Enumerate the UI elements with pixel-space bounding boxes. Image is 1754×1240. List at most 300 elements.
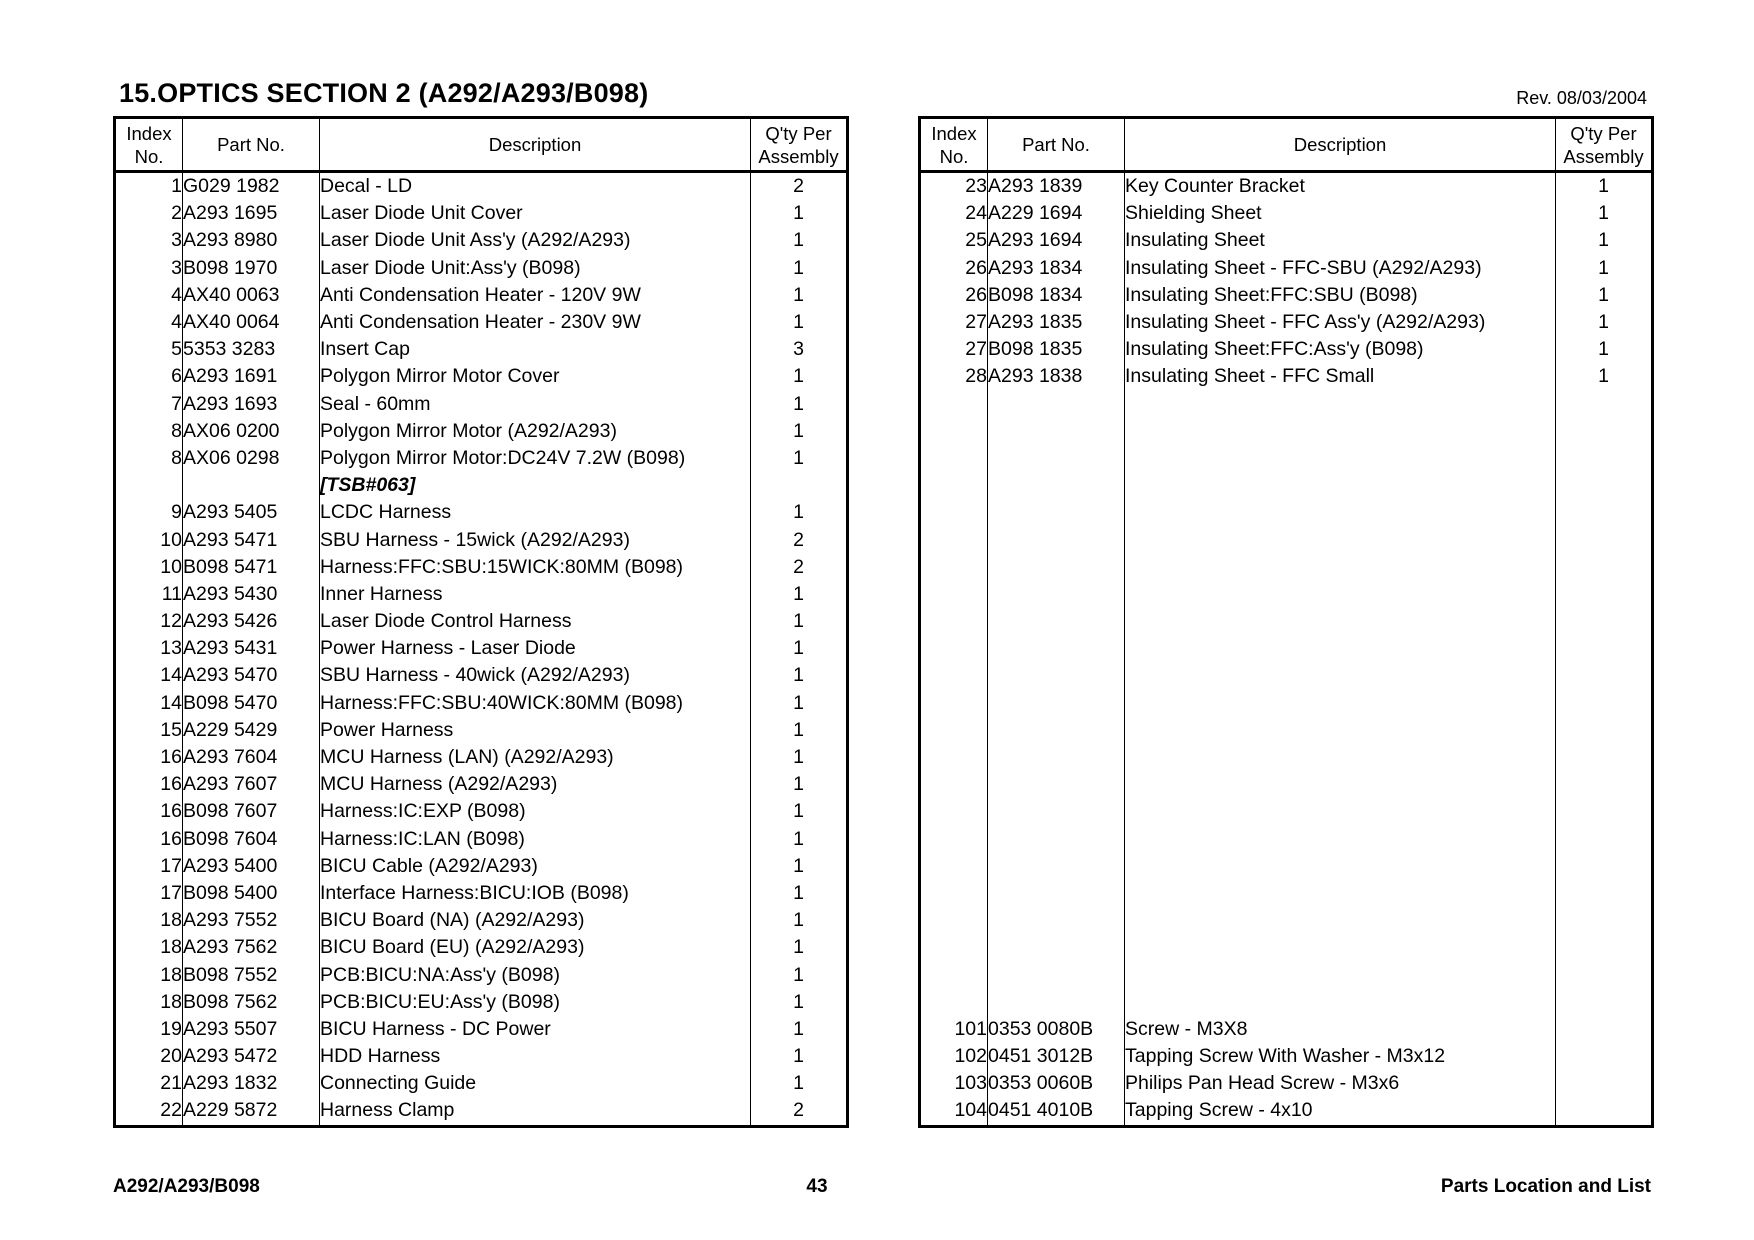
part-number-cell <box>988 499 1125 526</box>
quantity-cell: 1 <box>751 499 848 526</box>
description-cell <box>1125 744 1556 771</box>
quantity-cell: 2 <box>751 526 848 553</box>
table-row <box>920 1016 1653 1043</box>
quantity-cell <box>751 472 848 499</box>
part-number-cell: A293 7552 <box>183 907 320 934</box>
part-number-cell <box>988 690 1125 717</box>
table-row <box>115 798 848 825</box>
description-cell: Polygon Mirror Motor Cover <box>320 363 751 390</box>
description-cell: Harness:FFC:SBU:40WICK:80MM (B098) <box>320 690 751 717</box>
table-row <box>920 255 1653 282</box>
quantity-cell: 1 <box>1556 336 1653 363</box>
table-row <box>115 554 848 581</box>
part-number-cell <box>988 662 1125 689</box>
quantity-cell: 1 <box>751 771 848 798</box>
part-number-cell <box>988 961 1125 988</box>
description-cell <box>1125 526 1556 553</box>
index-cell <box>920 499 988 526</box>
part-number-cell: A293 7607 <box>183 771 320 798</box>
quantity-cell <box>1556 826 1653 853</box>
description-cell: Insert Cap <box>320 336 751 363</box>
description-cell: MCU Harness (LAN) (A292/A293) <box>320 744 751 771</box>
description-cell: Insulating Sheet - FFC Small <box>1125 363 1556 390</box>
index-cell: 12 <box>115 608 183 635</box>
description-cell: Insulating Sheet:FFC:SBU (B098) <box>1125 282 1556 309</box>
index-cell: 18 <box>115 907 183 934</box>
index-cell <box>920 880 988 907</box>
index-cell: 11 <box>115 581 183 608</box>
table-row <box>115 690 848 717</box>
table-row <box>920 690 1653 717</box>
col-header-index: Index No. <box>115 118 183 172</box>
description-cell: Laser Diode Unit Cover <box>320 200 751 227</box>
index-cell: 21 <box>115 1070 183 1097</box>
description-cell <box>1125 853 1556 880</box>
revision-date: Rev. 08/03/2004 <box>1516 88 1647 108</box>
quantity-cell: 1 <box>751 1070 848 1097</box>
index-cell: 24 <box>920 200 988 227</box>
part-number-cell: A293 1694 <box>988 227 1125 254</box>
table-row <box>115 499 848 526</box>
description-cell: Tapping Screw With Washer - M3x12 <box>1125 1043 1556 1070</box>
description-cell: Harness:FFC:SBU:15WICK:80MM (B098) <box>320 554 751 581</box>
index-cell: 26 <box>920 282 988 309</box>
part-number-cell <box>988 445 1125 472</box>
part-number-cell: A229 5872 <box>183 1097 320 1126</box>
quantity-cell: 1 <box>751 989 848 1016</box>
description-cell: Anti Condensation Heater - 120V 9W <box>320 282 751 309</box>
description-cell: Decal - LD <box>320 172 751 201</box>
table-row <box>920 826 1653 853</box>
quantity-cell <box>1556 1070 1653 1097</box>
quantity-cell: 1 <box>751 608 848 635</box>
table-row <box>920 1070 1653 1097</box>
quantity-cell: 1 <box>751 961 848 988</box>
description-cell: MCU Harness (A292/A293) <box>320 771 751 798</box>
part-number-cell: 0451 4010B <box>988 1097 1125 1126</box>
table-row <box>115 1043 848 1070</box>
table-row <box>920 989 1653 1016</box>
part-number-cell <box>988 744 1125 771</box>
table-row <box>920 907 1653 934</box>
table-row <box>115 717 848 744</box>
quantity-cell <box>1556 717 1653 744</box>
table-row <box>115 853 848 880</box>
quantity-cell <box>1556 961 1653 988</box>
part-number-cell: A293 7562 <box>183 934 320 961</box>
part-number-cell <box>988 554 1125 581</box>
table-row <box>115 635 848 662</box>
part-number-cell <box>988 472 1125 499</box>
parts-table-right <box>918 116 1654 1128</box>
page-title: 15.OPTICS SECTION 2 (A292/A293/B098) <box>119 78 649 108</box>
description-cell: Insulating Sheet - FFC-SBU (A292/A293) <box>1125 255 1556 282</box>
description-cell: Seal - 60mm <box>320 391 751 418</box>
description-cell: Power Harness <box>320 717 751 744</box>
description-cell: Harness:IC:LAN (B098) <box>320 826 751 853</box>
table-row <box>115 336 848 363</box>
quantity-cell <box>1556 472 1653 499</box>
quantity-cell <box>1556 581 1653 608</box>
table-row <box>115 472 848 499</box>
part-number-cell: B098 7607 <box>183 798 320 825</box>
quantity-cell: 1 <box>751 282 848 309</box>
table-row <box>920 635 1653 662</box>
part-number-cell: 0353 0080B <box>988 1016 1125 1043</box>
quantity-cell <box>1556 771 1653 798</box>
index-cell: 17 <box>115 853 183 880</box>
index-cell <box>920 526 988 553</box>
part-number-cell: AX06 0298 <box>183 445 320 472</box>
part-number-cell: A293 1834 <box>988 255 1125 282</box>
part-number-cell: G029 1982 <box>183 172 320 201</box>
table-row <box>920 200 1653 227</box>
quantity-cell: 2 <box>751 554 848 581</box>
quantity-cell: 1 <box>1556 282 1653 309</box>
table-row <box>920 717 1653 744</box>
quantity-cell: 1 <box>751 391 848 418</box>
quantity-cell <box>1556 445 1653 472</box>
table-row <box>920 880 1653 907</box>
table-row <box>115 200 848 227</box>
part-number-cell <box>988 391 1125 418</box>
part-number-cell: B098 7604 <box>183 826 320 853</box>
table-row <box>115 255 848 282</box>
description-cell: Polygon Mirror Motor (A292/A293) <box>320 418 751 445</box>
index-cell: 16 <box>115 826 183 853</box>
parts-table-left-body <box>115 172 848 1127</box>
index-cell: 2 <box>115 200 183 227</box>
table-row <box>920 363 1653 390</box>
table-row <box>920 608 1653 635</box>
part-number-cell: A293 8980 <box>183 227 320 254</box>
index-cell <box>920 690 988 717</box>
description-cell: BICU Cable (A292/A293) <box>320 853 751 880</box>
part-number-cell <box>183 472 320 499</box>
quantity-cell: 1 <box>1556 172 1653 201</box>
index-cell: 16 <box>115 798 183 825</box>
col-header-qty: Q'ty Per Assembly <box>1556 118 1653 172</box>
quantity-cell: 2 <box>751 1097 848 1126</box>
table-row <box>920 662 1653 689</box>
table-row <box>920 961 1653 988</box>
quantity-cell <box>1556 1016 1653 1043</box>
part-number-cell: A293 5431 <box>183 635 320 662</box>
table-row <box>920 934 1653 961</box>
part-number-cell: A293 1839 <box>988 172 1125 201</box>
description-cell <box>1125 798 1556 825</box>
quantity-cell: 1 <box>751 418 848 445</box>
description-cell: Power Harness - Laser Diode <box>320 635 751 662</box>
index-cell <box>920 581 988 608</box>
col-header-description: Description <box>320 118 751 172</box>
col-header-part-no: Part No. <box>183 118 320 172</box>
table-row <box>920 744 1653 771</box>
table-row <box>920 853 1653 880</box>
quantity-cell <box>1556 635 1653 662</box>
part-number-cell <box>988 635 1125 662</box>
part-number-cell <box>988 798 1125 825</box>
table-row <box>115 608 848 635</box>
description-cell: Harness Clamp <box>320 1097 751 1126</box>
table-row <box>920 472 1653 499</box>
col-header-part-no: Part No. <box>988 118 1125 172</box>
footer-section-name: Parts Location and List <box>1440 1176 1651 1197</box>
table-row <box>115 961 848 988</box>
index-cell: 1 <box>115 172 183 201</box>
part-number-cell <box>988 526 1125 553</box>
description-cell: Inner Harness <box>320 581 751 608</box>
index-cell: 19 <box>115 1016 183 1043</box>
table-row <box>920 309 1653 336</box>
part-number-cell: A229 1694 <box>988 200 1125 227</box>
index-cell <box>920 771 988 798</box>
table-row <box>920 526 1653 553</box>
index-cell <box>920 662 988 689</box>
quantity-cell: 1 <box>751 200 848 227</box>
part-number-cell: A293 1832 <box>183 1070 320 1097</box>
description-cell <box>1125 717 1556 744</box>
index-cell: 26 <box>920 255 988 282</box>
quantity-cell: 1 <box>751 581 848 608</box>
parts-table-left <box>113 116 849 1128</box>
footer-page-number: 43 <box>806 1176 828 1197</box>
quantity-cell <box>1556 499 1653 526</box>
description-cell <box>1125 581 1556 608</box>
index-cell: 4 <box>115 282 183 309</box>
index-cell: 10 <box>115 526 183 553</box>
part-number-cell: B098 1835 <box>988 336 1125 363</box>
index-cell: 3 <box>115 227 183 254</box>
table-row <box>920 418 1653 445</box>
quantity-cell <box>1556 1043 1653 1070</box>
index-cell <box>920 717 988 744</box>
quantity-cell: 1 <box>751 662 848 689</box>
quantity-cell: 1 <box>751 635 848 662</box>
part-number-cell: B098 5400 <box>183 880 320 907</box>
quantity-cell: 3 <box>751 336 848 363</box>
part-number-cell: A293 5507 <box>183 1016 320 1043</box>
table-row <box>115 1016 848 1043</box>
quantity-cell: 1 <box>751 717 848 744</box>
index-cell <box>920 554 988 581</box>
table-row <box>920 172 1653 201</box>
description-cell <box>1125 880 1556 907</box>
index-cell: 16 <box>115 771 183 798</box>
footer-model: A292/A293/B098 <box>113 1176 260 1197</box>
quantity-cell: 1 <box>751 853 848 880</box>
table-row <box>920 581 1653 608</box>
quantity-cell <box>1556 880 1653 907</box>
part-number-cell <box>988 581 1125 608</box>
part-number-cell: B098 7552 <box>183 961 320 988</box>
part-number-cell: B098 7562 <box>183 989 320 1016</box>
index-cell: 14 <box>115 690 183 717</box>
description-cell: PCB:BICU:NA:Ass'y (B098) <box>320 961 751 988</box>
index-cell <box>920 907 988 934</box>
quantity-cell <box>1556 744 1653 771</box>
index-cell: 13 <box>115 635 183 662</box>
index-cell: 9 <box>115 499 183 526</box>
description-cell <box>1125 961 1556 988</box>
quantity-cell: 1 <box>1556 255 1653 282</box>
quantity-cell: 1 <box>751 907 848 934</box>
part-number-cell: A293 1835 <box>988 309 1125 336</box>
table-row <box>115 934 848 961</box>
description-cell: PCB:BICU:EU:Ass'y (B098) <box>320 989 751 1016</box>
description-cell: Key Counter Bracket <box>1125 172 1556 201</box>
description-cell <box>1125 690 1556 717</box>
description-cell <box>1125 499 1556 526</box>
description-cell: Insulating Sheet:FFC:Ass'y (B098) <box>1125 336 1556 363</box>
part-number-cell: A293 5470 <box>183 662 320 689</box>
table-row <box>920 798 1653 825</box>
index-cell: 15 <box>115 717 183 744</box>
parts-table-right-body <box>920 172 1653 1127</box>
table-row <box>115 1097 848 1126</box>
description-cell <box>1125 934 1556 961</box>
description-cell <box>1125 771 1556 798</box>
description-cell: SBU Harness - 40wick (A292/A293) <box>320 662 751 689</box>
description-cell: Philips Pan Head Screw - M3x6 <box>1125 1070 1556 1097</box>
part-number-cell <box>988 880 1125 907</box>
index-cell <box>920 608 988 635</box>
part-number-cell: 0353 0060B <box>988 1070 1125 1097</box>
part-number-cell: A293 5472 <box>183 1043 320 1070</box>
part-number-cell: A293 1695 <box>183 200 320 227</box>
table-row <box>920 227 1653 254</box>
quantity-cell: 1 <box>751 1043 848 1070</box>
table-row <box>920 282 1653 309</box>
index-cell: 16 <box>115 744 183 771</box>
description-cell <box>1125 989 1556 1016</box>
quantity-cell <box>1556 853 1653 880</box>
table-row <box>920 499 1653 526</box>
index-cell <box>920 418 988 445</box>
index-cell <box>920 934 988 961</box>
part-number-cell: A293 5400 <box>183 853 320 880</box>
table-row <box>115 391 848 418</box>
index-cell: 7 <box>115 391 183 418</box>
quantity-cell <box>1556 989 1653 1016</box>
index-cell: 14 <box>115 662 183 689</box>
description-cell: Interface Harness:BICU:IOB (B098) <box>320 880 751 907</box>
part-number-cell <box>988 989 1125 1016</box>
index-cell <box>920 635 988 662</box>
quantity-cell: 1 <box>751 826 848 853</box>
part-number-cell: AX40 0064 <box>183 309 320 336</box>
quantity-cell <box>1556 554 1653 581</box>
index-cell: 22 <box>115 1097 183 1126</box>
part-number-cell <box>988 934 1125 961</box>
quantity-cell: 1 <box>751 880 848 907</box>
index-cell <box>920 853 988 880</box>
table-row <box>115 363 848 390</box>
part-number-cell <box>988 771 1125 798</box>
table-row <box>115 581 848 608</box>
table-row <box>920 336 1653 363</box>
table-row <box>920 445 1653 472</box>
description-cell: Screw - M3X8 <box>1125 1016 1556 1043</box>
index-cell: 18 <box>115 989 183 1016</box>
part-number-cell: A293 5405 <box>183 499 320 526</box>
part-number-cell: 5353 3283 <box>183 336 320 363</box>
index-cell <box>920 961 988 988</box>
index-cell: 5 <box>115 336 183 363</box>
quantity-cell: 1 <box>751 934 848 961</box>
description-cell <box>1125 635 1556 662</box>
part-number-cell: A293 1691 <box>183 363 320 390</box>
table-row <box>920 771 1653 798</box>
description-cell: Anti Condensation Heater - 230V 9W <box>320 309 751 336</box>
quantity-cell <box>1556 608 1653 635</box>
table-row <box>115 309 848 336</box>
quantity-cell: 1 <box>1556 309 1653 336</box>
table-row <box>115 282 848 309</box>
description-cell: LCDC Harness <box>320 499 751 526</box>
table-row <box>115 172 848 201</box>
part-number-cell <box>988 418 1125 445</box>
quantity-cell <box>1556 418 1653 445</box>
description-cell: [TSB#063] <box>320 472 751 499</box>
index-cell <box>920 989 988 1016</box>
part-number-cell <box>988 608 1125 635</box>
table-row <box>920 1097 1653 1126</box>
part-number-cell: B098 5471 <box>183 554 320 581</box>
quantity-cell <box>1556 934 1653 961</box>
quantity-cell: 1 <box>1556 227 1653 254</box>
table-row <box>115 880 848 907</box>
table-row <box>115 1070 848 1097</box>
part-number-cell <box>988 853 1125 880</box>
part-number-cell <box>988 907 1125 934</box>
quantity-cell <box>1556 662 1653 689</box>
table-row <box>115 418 848 445</box>
description-cell: Polygon Mirror Motor:DC24V 7.2W (B098) <box>320 445 751 472</box>
description-cell: HDD Harness <box>320 1043 751 1070</box>
index-cell: 103 <box>920 1070 988 1097</box>
description-cell: Laser Diode Control Harness <box>320 608 751 635</box>
description-cell <box>1125 418 1556 445</box>
part-number-cell: B098 1970 <box>183 255 320 282</box>
quantity-cell: 1 <box>1556 363 1653 390</box>
index-cell <box>920 391 988 418</box>
col-header-qty: Q'ty Per Assembly <box>751 118 848 172</box>
description-cell: Laser Diode Unit Ass'y (A292/A293) <box>320 227 751 254</box>
part-number-cell: A293 5471 <box>183 526 320 553</box>
index-cell: 3 <box>115 255 183 282</box>
description-cell <box>1125 472 1556 499</box>
table-row <box>115 227 848 254</box>
part-number-cell: B098 1834 <box>988 282 1125 309</box>
description-cell <box>1125 554 1556 581</box>
table-row <box>115 989 848 1016</box>
index-cell: 17 <box>115 880 183 907</box>
quantity-cell: 1 <box>751 309 848 336</box>
part-number-cell: 0451 3012B <box>988 1043 1125 1070</box>
part-number-cell: A293 1838 <box>988 363 1125 390</box>
part-number-cell: A293 7604 <box>183 744 320 771</box>
part-number-cell: B098 5470 <box>183 690 320 717</box>
description-cell: SBU Harness - 15wick (A292/A293) <box>320 526 751 553</box>
quantity-cell <box>1556 1097 1653 1126</box>
description-cell <box>1125 662 1556 689</box>
part-number-cell: A293 5426 <box>183 608 320 635</box>
part-number-cell: A293 1693 <box>183 391 320 418</box>
index-cell: 101 <box>920 1016 988 1043</box>
part-number-cell: A293 5430 <box>183 581 320 608</box>
index-cell <box>920 445 988 472</box>
